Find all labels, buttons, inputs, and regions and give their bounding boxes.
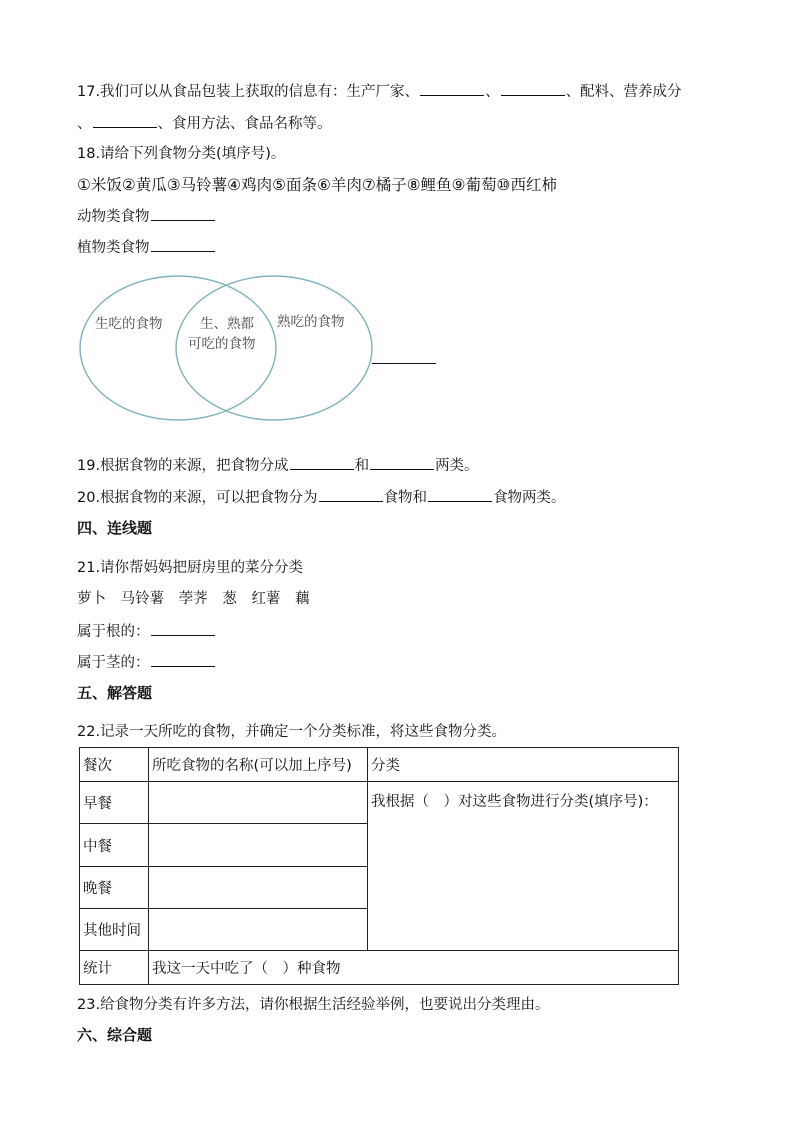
meal-other: 其他时间 xyxy=(80,909,149,951)
veg-item: 藕 xyxy=(295,591,310,607)
q18-items: ①米饭②黄瓜③马铃薯④鸡肉⑤面条⑥羊肉⑦橘子⑧鲤鱼⑨葡萄⑩西红柿 xyxy=(77,176,557,194)
q21-stem-row xyxy=(77,652,216,673)
q17-text-2: 、配料、营养成分 xyxy=(565,84,682,100)
q18-prompt: 18.请给下列食物分类(填序号)。 xyxy=(77,146,286,162)
q22-prompt: 22.记录一天所吃的食物，并确定一个分类标准，将这些食物分类。 xyxy=(77,724,507,740)
q17-text-4: 、食用方法、食品名称等。 xyxy=(157,116,332,132)
lunch-food-cell[interactable] xyxy=(149,824,368,867)
q17-text-3: 、 xyxy=(77,116,92,132)
q18-plant-blank[interactable] xyxy=(151,237,215,252)
q17-line2 xyxy=(77,113,332,134)
q21-veg-list xyxy=(77,589,310,609)
q18-plant-label: 植物类食物 xyxy=(77,240,150,256)
other-food-cell[interactable] xyxy=(149,909,368,951)
header-classify: 分类 xyxy=(368,748,679,782)
stat-label: 统计 xyxy=(80,951,149,985)
q21-stem-blank[interactable] xyxy=(151,652,215,667)
q17-blank-2[interactable] xyxy=(501,81,565,96)
q18-animal-label: 动物类食物 xyxy=(77,209,150,225)
q19-text-2: 和 xyxy=(354,458,370,474)
table-row xyxy=(80,951,679,985)
q23-prompt: 23.给食物分类有许多方法，请你根据生活经验举例，也要说出分类理由。 xyxy=(77,997,550,1013)
meal-breakfast: 早餐 xyxy=(80,782,149,824)
q20-blank-1[interactable] xyxy=(319,487,383,502)
veg-item: 马铃薯 xyxy=(120,591,165,607)
stat-text: 我这一天中吃了（ ）种食物 xyxy=(152,961,341,977)
q17-blank-1[interactable] xyxy=(420,81,484,96)
q18-plant-row xyxy=(77,237,216,258)
q17-sep: 、 xyxy=(485,84,500,100)
q19-blank-1[interactable] xyxy=(290,455,354,470)
header-food-names: 所吃食物的名称(可以加上序号) xyxy=(149,748,368,782)
q19-text-3: 两类。 xyxy=(435,458,479,474)
q18-animal-row xyxy=(77,206,216,227)
venn-right-label: 熟吃的食物 xyxy=(277,314,345,330)
breakfast-food-cell[interactable] xyxy=(149,782,368,824)
q19-line xyxy=(77,455,479,476)
q20-text-2: 食物和 xyxy=(383,490,428,506)
table-row xyxy=(80,782,679,824)
dinner-food-cell[interactable] xyxy=(149,867,368,909)
q21-root-label: 属于根的： xyxy=(77,624,150,640)
veg-item: 萝卜 xyxy=(77,591,106,607)
q20-line xyxy=(77,487,566,508)
q21-root-blank[interactable] xyxy=(151,621,215,636)
venn-diagram xyxy=(78,274,378,426)
table-header-row xyxy=(80,748,679,782)
q19-blank-2[interactable] xyxy=(370,455,434,470)
meal-record-table xyxy=(79,747,679,985)
q21-root-row xyxy=(77,621,216,642)
veg-item: 红薯 xyxy=(251,591,281,607)
q20-blank-2[interactable] xyxy=(428,487,492,502)
venn-middle-label-1: 生、熟都 xyxy=(200,316,254,332)
section-5-heading: 五、解答题 xyxy=(77,684,153,702)
header-meal: 餐次 xyxy=(80,748,149,782)
venn-answer-blank[interactable] xyxy=(372,363,436,364)
q21-stem-label: 属于茎的： xyxy=(77,655,150,671)
q18-animal-blank[interactable] xyxy=(151,206,215,221)
venn-left-label: 生吃的食物 xyxy=(95,316,163,332)
classify-cell[interactable] xyxy=(368,782,679,951)
q20-text-1: 20.根据食物的来源，可以把食物分为 xyxy=(77,490,318,506)
stat-cell[interactable] xyxy=(149,951,679,985)
q20-text-3: 食物两类。 xyxy=(493,490,566,506)
section-6-heading: 六、综合题 xyxy=(77,1026,153,1044)
veg-item: 荸荠 xyxy=(178,591,208,607)
q17-line1 xyxy=(77,81,682,102)
section-4-heading: 四、连线题 xyxy=(77,519,153,537)
q17-text-1: 17.我们可以从食品包装上获取的信息有：生产厂家、 xyxy=(77,84,420,100)
meal-dinner: 晚餐 xyxy=(80,867,149,909)
meal-lunch: 中餐 xyxy=(80,824,149,867)
q17-blank-3[interactable] xyxy=(93,113,157,128)
classify-text: 我根据（ ）对这些食物进行分类(填序号)： xyxy=(371,794,658,810)
q19-text-1: 19.根据食物的来源，把食物分成 xyxy=(77,458,289,474)
venn-middle-label-2: 可吃的食物 xyxy=(188,336,256,352)
q21-prompt: 21.请你帮妈妈把厨房里的菜分分类 xyxy=(77,560,304,576)
veg-item: 葱 xyxy=(222,591,237,607)
